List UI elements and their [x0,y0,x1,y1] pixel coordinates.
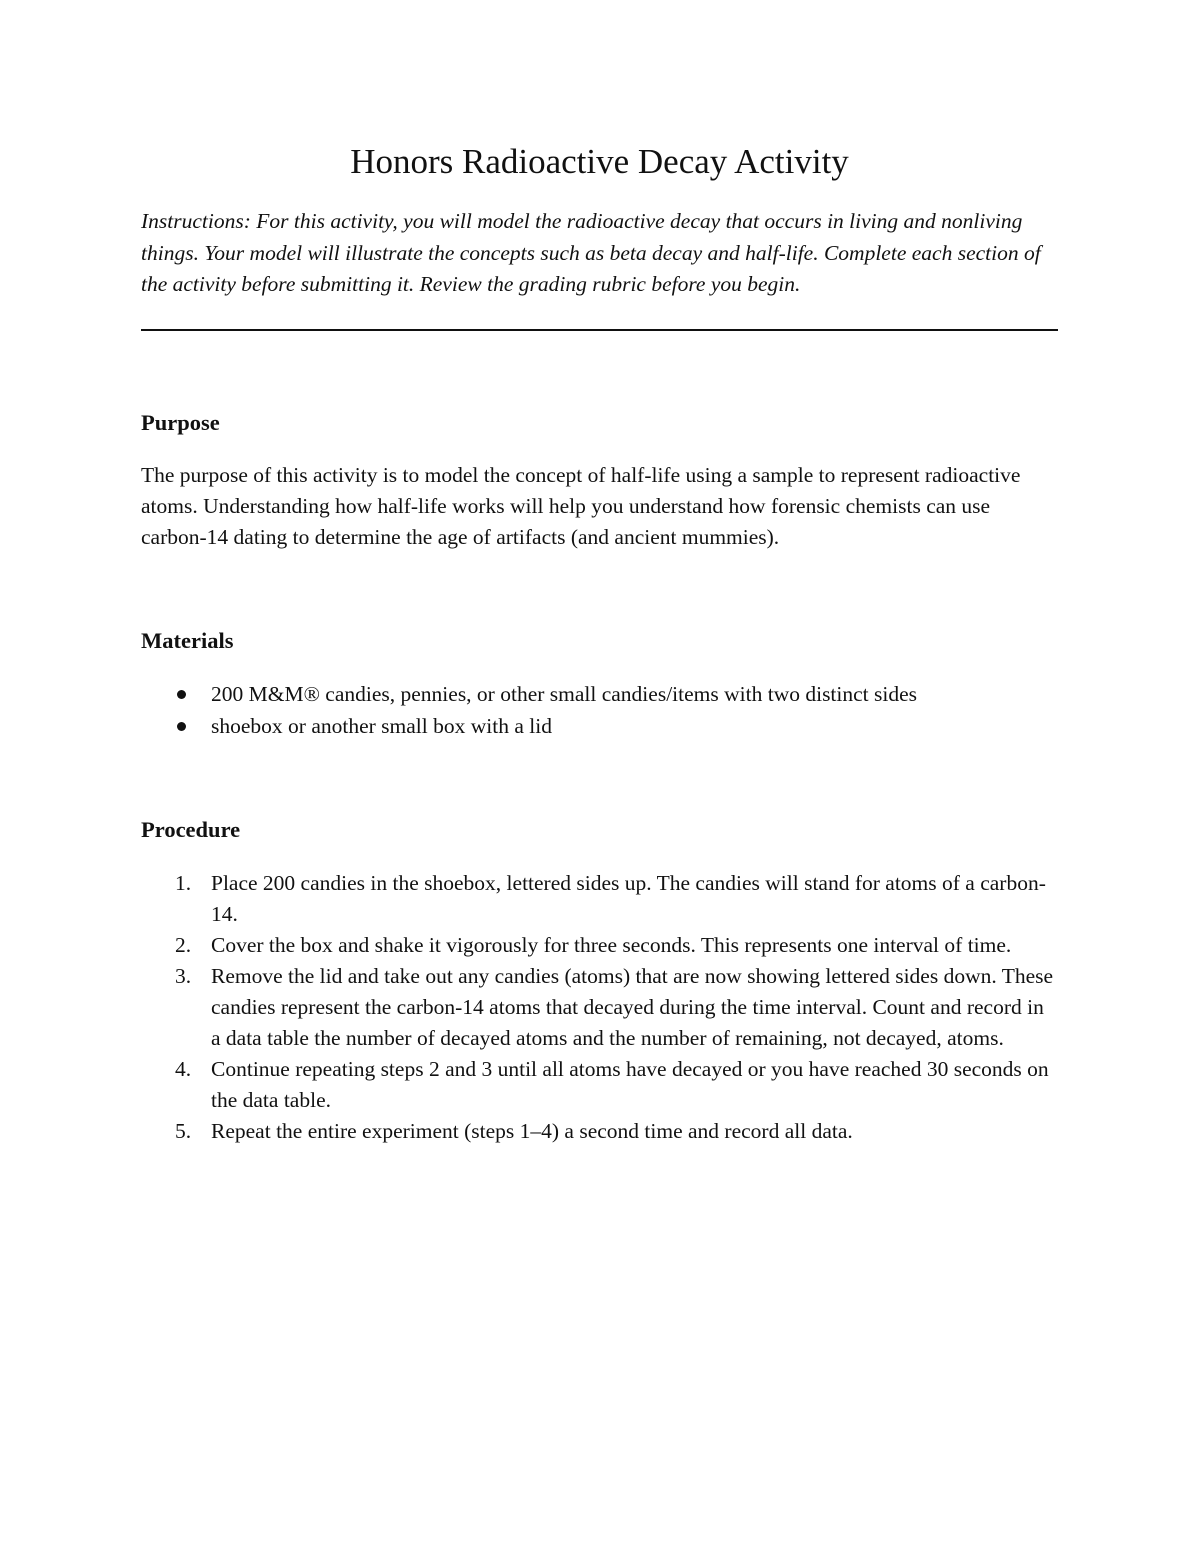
section-divider [141,329,1058,331]
purpose-text: The purpose of this activity is to model the concept of half-life using a sample to represent radioactive atoms. Understanding how half-life works will help you understand how forensic chemists can use carbon-14 dating to determine the age of artifacts (and ancient mummies). [141,463,1021,549]
step-text: Repeat the entire experiment (steps 1–4) a second time and record all data. [211,1119,853,1143]
materials-heading: Materials [141,628,234,653]
instructions-text: Instructions: For this activity, you will model the radioactive decay that occurs in living and nonliving things. Your model will illustrate the concepts such as beta decay and half-life. Complete each section of the activity before submitting it. Review the grading rubric before you begin. [141,209,1041,296]
list-item [141,710,1058,742]
materials-item-text: shoebox or another small box with a lid [211,714,552,738]
step-number: 3. [175,964,192,988]
step-text: Place 200 candies in the shoebox, lettered sides up. The candies will stand for atoms of a carbon-14. [211,871,1046,926]
procedure-heading: Procedure [141,817,241,842]
step-text: Remove the lid and take out any candies (atoms) that are now showing lettered sides down. These candies represent the carbon-14 atoms that decayed during the time interval. Count and record in a data table the number of decayed atoms and the number of remaining, not decayed, atoms. [211,964,1054,1050]
procedure-list [141,868,1058,1147]
step-number: 2. [175,933,192,957]
materials-list [141,678,1058,742]
list-item [141,868,1058,930]
step-text: Continue repeating steps 2 and 3 until all atoms have decayed or you have reached 30 seconds on the data table. [211,1057,1049,1112]
step-number: 5. [175,1119,192,1143]
step-number: 1. [175,871,192,895]
step-text: Cover the box and shake it vigorously for three seconds. This represents one interval of time. [211,933,1012,957]
step-number: 4. [175,1057,192,1081]
materials-item-text: 200 M&M® candies, pennies, or other small candies/items with two distinct sides [211,682,918,706]
list-item [141,930,1058,961]
list-item [141,961,1058,1054]
bullet-icon [177,722,186,731]
purpose-heading: Purpose [141,410,220,435]
list-item [141,1116,1058,1147]
list-item [141,1054,1058,1116]
bullet-icon [177,690,186,699]
page-title: Honors Radioactive Decay Activity [350,142,849,181]
list-item [141,678,1058,710]
